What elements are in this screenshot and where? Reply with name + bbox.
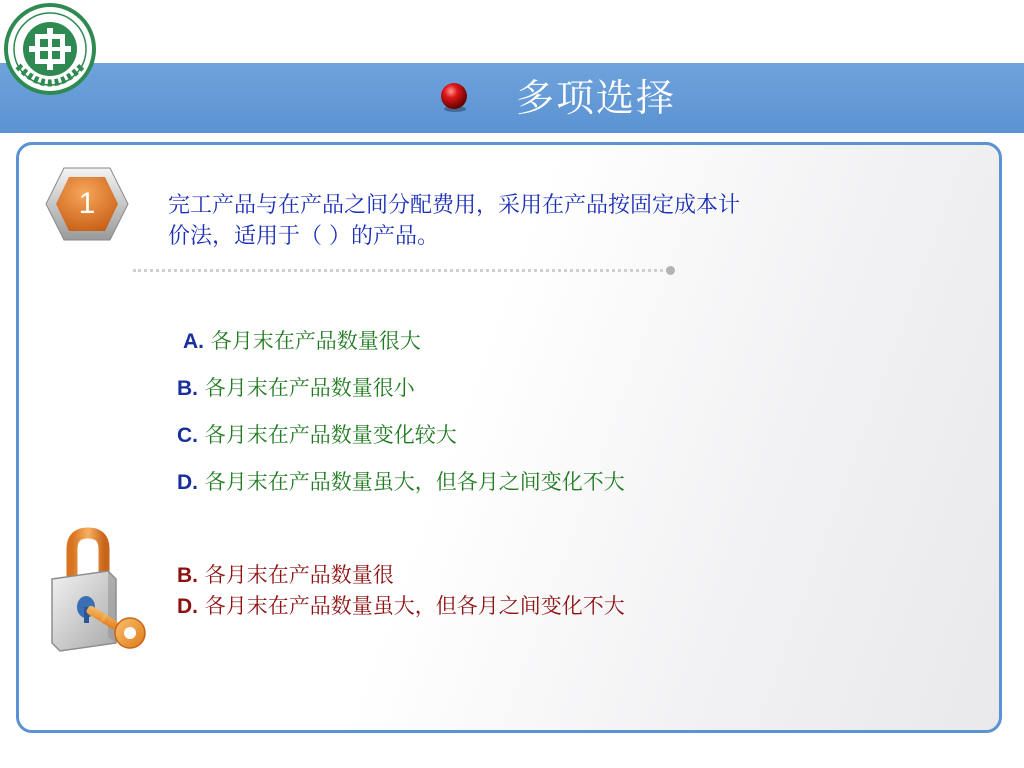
answer-d [177, 591, 625, 622]
question-text [168, 190, 938, 252]
option-text: 各月末在产品数量很大 [210, 329, 421, 353]
option-c[interactable] [177, 412, 625, 459]
header-band [0, 63, 1024, 133]
padlock-key-icon[interactable] [44, 527, 154, 655]
answer-text: 各月末在产品数量很 [204, 563, 394, 587]
option-letter: A [183, 330, 199, 353]
question-line-1: 完工产品与在产品之间分配费用，采用在产品按固定成本计 [168, 193, 741, 218]
option-letter-period: . [192, 377, 199, 400]
answer-b [177, 560, 625, 591]
answer-letter: B [177, 564, 193, 587]
divider-end-dot [666, 266, 675, 275]
option-letter: B [177, 377, 193, 400]
option-text: 各月末在产品数量虽大，但各月之间变化不大 [204, 470, 625, 494]
answer-letter: D [177, 595, 193, 618]
option-a[interactable] [177, 318, 625, 365]
option-letter-period: . [192, 471, 199, 494]
option-letter-period: . [192, 424, 199, 447]
school-logo [2, 2, 98, 126]
option-letter: D [177, 471, 193, 494]
answer-text: 各月末在产品数量虽大，但各月之间变化不大 [204, 594, 625, 618]
options-list [177, 318, 625, 506]
option-text: 各月末在产品数量变化较大 [204, 423, 457, 447]
question-line-2: 价法，适用于（ ）的产品。 [168, 224, 439, 249]
option-b[interactable] [177, 365, 625, 412]
page-title: 多项选择 [516, 76, 677, 120]
answer-reveal [177, 560, 625, 622]
answer-letter-period: . [192, 595, 199, 618]
option-letter: C [177, 424, 193, 447]
question-number: 1 [78, 187, 96, 220]
answer-letter-period: . [192, 564, 199, 587]
option-d[interactable] [177, 459, 625, 506]
option-letter-period: . [198, 330, 205, 353]
dotted-divider [133, 269, 669, 272]
bullet-sphere-icon [438, 81, 470, 113]
option-text: 各月末在产品数量很小 [204, 376, 415, 400]
